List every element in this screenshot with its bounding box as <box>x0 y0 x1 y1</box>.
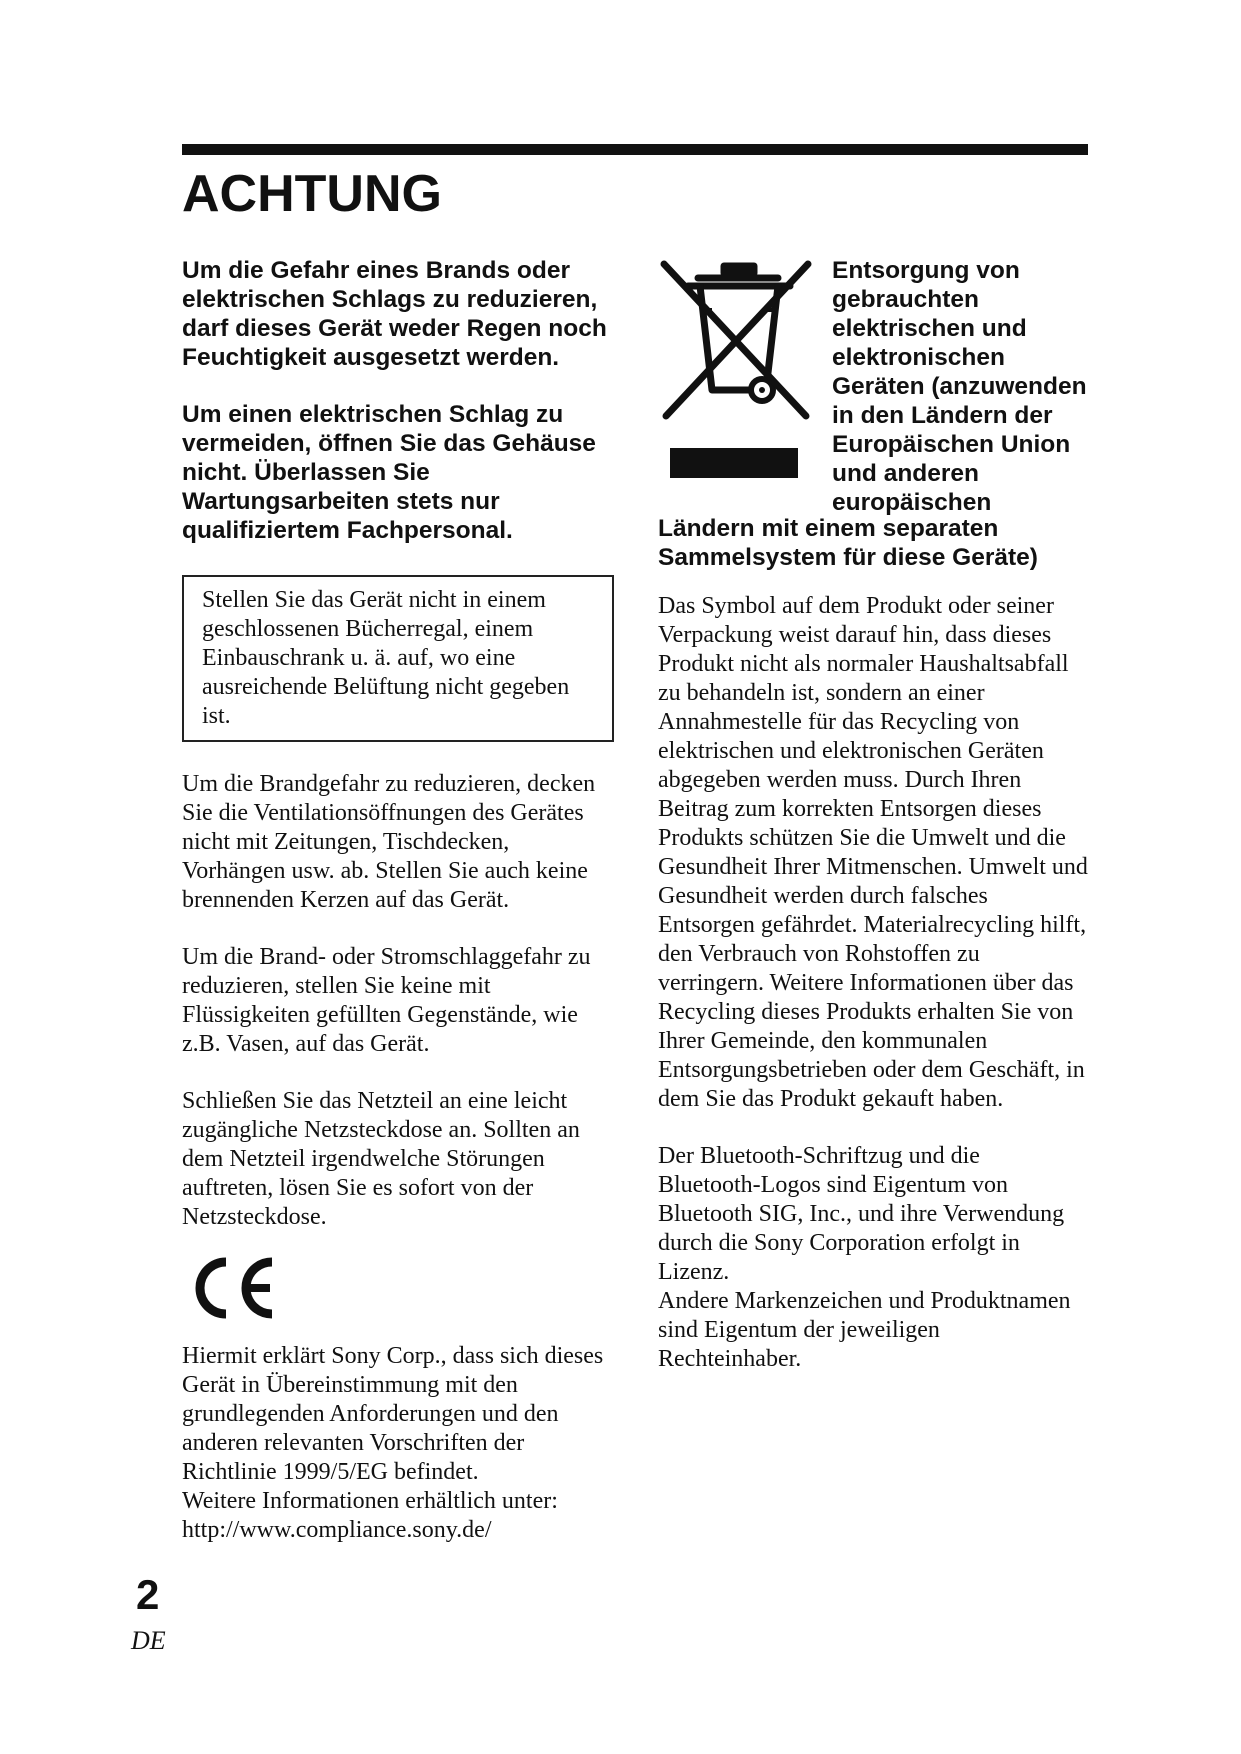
disposal-header <box>658 256 1088 517</box>
bluetooth-note: Der Bluetooth-Schriftzug und die Bluetooth-Logos sind Eigentum von Bluetooth SIG, Inc., und ihre Verwendung durch die Sony Corporation erfolgt in Lizenz. <box>658 1143 1065 1285</box>
ventilation-paragraph: Um die Brandgefahr zu reduzieren, decken Sie die Ventilationsöffnungen des Gerätes nicht mit Zeitungen, Tischdecken, Vorhängen usw. ab. Stellen Sie auch keine brennenden Kerzen auf das Gerät. <box>182 771 596 913</box>
disposal-body: Das Symbol auf dem Produkt oder seiner Verpackung weist darauf hin, dass dieses Produkt nicht als normaler Haushaltsabfall zu behandeln ist, sondern an einer Annahmestelle für das Recycling von elektrischen und elektronischen Geräten abgegeben werden muss. Durch Ihren Beitrag zum korrekten Entsorgen dieses Produkts schützen Sie die Umwelt und die Gesundheit Ihrer Mitmenschen. Umwelt und Gesundheit werden durch falsches Entsorgen gefährdet. Materialrecycling hilft, den Verbrauch von Rohstoffen zu verringern. Weitere Informationen über das Recycling dieses Produkts erhalten Sie von Ihrer Gemeinde, den kommunalen Entsorgungsbetrieben oder dem Geschäft, in dem Sie das Produkt gekauft haben. <box>658 593 1088 1112</box>
page-title: ACHTUNG <box>182 165 442 223</box>
ce-mark-icon <box>186 1254 278 1322</box>
crossed-out-wheelie-bin-icon <box>658 256 822 496</box>
left-column <box>182 256 614 1545</box>
fire-warning: Um die Gefahr eines Brands oder elektrischen Schlags zu reduzieren, darf dieses Gerät weder Regen noch Feuchtigkeit ausgesetzt werden. <box>182 257 607 371</box>
page-number: 2 <box>136 1571 160 1618</box>
language-code: DE <box>131 1626 166 1655</box>
declaration-paragraph: Hiermit erklärt Sony Corp., dass sich dieses Gerät in Übereinstimmung mit den grundlegenden Anforderungen und den anderen relevanten Vorschriften der Richtlinie 1999/5/EG befindet. <box>182 1343 604 1485</box>
disposal-title-continued: Ländern mit einem separaten Sammelsystem für diese Geräte) <box>658 515 1038 571</box>
disposal-title: Entsorgung von gebrauchten elektrischen und elektronischen Geräten (anzuwenden in den Ländern der Europäischen Union und anderen europäischen <box>832 257 1087 516</box>
ventilation-note-box <box>182 575 614 742</box>
trademarks-note: Andere Markenzeichen und Produktnamen sind Eigentum der jeweiligen Rechteinhaber. <box>658 1288 1071 1372</box>
info-paragraph: Weitere Informationen erhältlich unter: http://www.compliance.sony.de/ <box>182 1488 558 1543</box>
shock-warning: Um einen elektrischen Schlag zu vermeiden, öffnen Sie das Gehäuse nicht. Überlassen Sie Wartungsarbeiten stets nur qualifiziertem Fachpersonal. <box>182 401 596 544</box>
heading-rule <box>182 144 1088 155</box>
right-column <box>658 256 1088 1374</box>
ventilation-note: Stellen Sie das Gerät nicht in einem geschlossenen Bücherregal, einem Einbauschrank u. ä. auf, wo eine ausreichende Belüftung nicht gegeben ist. <box>202 587 570 729</box>
adapter-paragraph: Schließen Sie das Netzteil an eine leicht zugängliche Netzsteckdose an. Sollten an dem Netzteil irgendwelche Störungen auftreten, lösen Sie es sofort von der Netzsteckdose. <box>182 1088 580 1230</box>
liquids-paragraph: Um die Brand- oder Stromschlaggefahr zu reduzieren, stellen Sie keine mit Flüssigkeiten gefüllten Gegenstände, wie z.B. Vasen, auf das Gerät. <box>182 944 591 1057</box>
